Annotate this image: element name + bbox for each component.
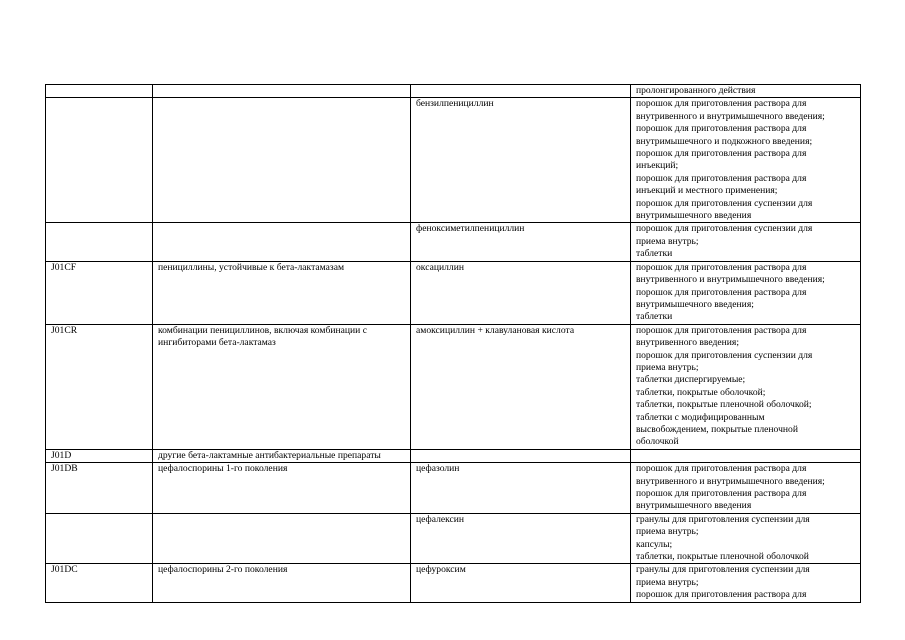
drug-name-cell bbox=[411, 261, 631, 324]
dosage-form-line: таблетки с модифицированным bbox=[636, 411, 765, 423]
dosage-form-line: порошок для приготовления суспензии для bbox=[636, 197, 813, 209]
atc-code-cell-text: J01DC bbox=[51, 564, 78, 576]
dosage-forms-cell bbox=[631, 223, 861, 261]
table-row bbox=[46, 98, 861, 223]
table-row bbox=[46, 261, 861, 324]
dosage-forms-cell bbox=[631, 513, 861, 564]
atc-code-cell bbox=[46, 463, 153, 514]
atc-code-cell-text: J01CR bbox=[51, 324, 78, 336]
dosage-form-line: порошок для приготовления раствора для bbox=[636, 463, 807, 475]
group-name-cell-text: цефалоспорины 2-го поколения bbox=[158, 564, 288, 576]
drug-table bbox=[45, 84, 861, 603]
atc-code-cell bbox=[46, 513, 153, 564]
group-name-cell bbox=[153, 513, 411, 564]
dosage-form-line: оболочкой bbox=[636, 436, 679, 448]
dosage-form-line: внутривенного введения; bbox=[636, 337, 740, 349]
dosage-form-line: приема внутрь; bbox=[636, 526, 699, 538]
table-row bbox=[46, 223, 861, 261]
dosage-form-line: порошок для приготовления раствора для bbox=[636, 286, 807, 298]
dosage-form-line: внутримышечного введения bbox=[636, 210, 752, 222]
drug-name-cell bbox=[411, 85, 631, 98]
dosage-form-line: порошок для приготовления раствора для bbox=[636, 172, 807, 184]
drug-name-cell-text: феноксиметилпенициллин bbox=[416, 223, 525, 235]
dosage-forms-cell bbox=[631, 564, 861, 602]
table-row bbox=[46, 463, 861, 514]
drug-name-cell bbox=[411, 513, 631, 564]
group-name-cell bbox=[153, 463, 411, 514]
dosage-form-line: инъекций и местного применения; bbox=[636, 185, 778, 197]
table-row bbox=[46, 449, 861, 462]
dosage-form-line: внутривенного и внутримышечного введения; bbox=[636, 274, 825, 286]
dosage-form-line: внутримышечного введения; bbox=[636, 298, 754, 310]
dosage-form-line: таблетки, покрытые пленочной оболочкой; bbox=[636, 399, 812, 411]
dosage-form-line: высвобождением, покрытые пленочной bbox=[636, 423, 798, 435]
atc-code-cell bbox=[46, 223, 153, 261]
dosage-form-line: внутримышечного введения bbox=[636, 500, 752, 512]
dosage-form-line: приема внутрь; bbox=[636, 576, 699, 588]
dosage-form-line: гранулы для приготовления суспензии для bbox=[636, 564, 810, 576]
group-name-cell bbox=[153, 324, 411, 449]
dosage-forms-cell bbox=[631, 85, 861, 98]
dosage-form-line: порошок для приготовления раствора для bbox=[636, 98, 807, 110]
group-name-cell bbox=[153, 449, 411, 462]
group-name-cell bbox=[153, 98, 411, 223]
drug-name-cell bbox=[411, 449, 631, 462]
dosage-form-line: гранулы для приготовления суспензии для bbox=[636, 513, 810, 525]
drug-name-cell-text: цефуроксим bbox=[416, 564, 466, 576]
group-name-cell bbox=[153, 564, 411, 602]
drug-name-cell bbox=[411, 463, 631, 514]
group-name-cell bbox=[153, 85, 411, 98]
dosage-forms-cell bbox=[631, 463, 861, 514]
table-row bbox=[46, 324, 861, 449]
atc-code-cell bbox=[46, 449, 153, 462]
dosage-form-line: порошок для приготовления раствора для bbox=[636, 488, 807, 499]
atc-code-cell bbox=[46, 98, 153, 223]
dosage-forms-cell bbox=[631, 261, 861, 324]
dosage-form-line: приема внутрь; bbox=[636, 235, 699, 247]
dosage-form-line: внутривенного и внутримышечного введения; bbox=[636, 475, 825, 487]
drug-name-cell-text: цефазолин bbox=[416, 463, 460, 475]
atc-code-cell bbox=[46, 324, 153, 449]
table-row bbox=[46, 513, 861, 564]
drug-name-cell-text: цефалексин bbox=[416, 513, 465, 525]
group-name-cell-text: цефалоспорины 1-го поколения bbox=[158, 463, 288, 475]
group-name-cell-text: комбинации пенициллинов, включая комбинации с ингибиторами бета-лактамаз bbox=[158, 324, 367, 349]
atc-code-cell-text: J01CF bbox=[51, 261, 77, 273]
dosage-form-line: порошок для приготовления раствора для bbox=[636, 261, 807, 273]
group-name-cell-text: другие бета-лактамные антибактериальные препараты bbox=[158, 449, 381, 461]
group-name-cell bbox=[153, 261, 411, 324]
drug-name-cell-text: оксациллин bbox=[416, 261, 464, 273]
dosage-form-line: таблетки bbox=[636, 311, 673, 323]
dosage-forms-cell bbox=[631, 98, 861, 223]
dosage-form-line: порошок для приготовления раствора для bbox=[636, 148, 807, 160]
table-row bbox=[46, 85, 861, 98]
table-row bbox=[46, 564, 861, 602]
table-body bbox=[46, 85, 861, 603]
dosage-form-line: таблетки, покрытые оболочкой; bbox=[636, 386, 766, 398]
dosage-form-line: порошок для приготовления суспензии для bbox=[636, 223, 813, 235]
drug-name-cell-text: бензилпенициллин bbox=[416, 98, 494, 110]
atc-code-cell-text: J01D bbox=[51, 449, 72, 461]
dosage-forms-cell bbox=[631, 324, 861, 449]
drug-name-cell-text: амоксициллин + клавулановая кислота bbox=[416, 324, 575, 336]
dosage-form-line: инъекций; bbox=[636, 160, 679, 172]
dosage-form-line: порошок для приготовления раствора для bbox=[636, 324, 807, 336]
dosage-form-line: капсулы; bbox=[636, 538, 673, 550]
dosage-form-line: таблетки диспергируемые; bbox=[636, 374, 746, 386]
atc-code-cell-text: J01DB bbox=[51, 463, 78, 475]
dosage-form-line: пролонгированного действия bbox=[636, 85, 756, 96]
dosage-forms-cell bbox=[631, 449, 861, 462]
dosage-form-line: приема внутрь; bbox=[636, 361, 699, 373]
dosage-form-line: порошок для приготовления раствора для bbox=[636, 589, 807, 601]
drug-name-cell bbox=[411, 223, 631, 261]
dosage-form-line: порошок для приготовления раствора для bbox=[636, 123, 807, 135]
drug-name-cell bbox=[411, 98, 631, 223]
drug-name-cell bbox=[411, 324, 631, 449]
dosage-form-line: таблетки, покрытые пленочной оболочкой bbox=[636, 551, 809, 563]
group-name-cell-text: пенициллины, устойчивые к бета-лактамазам bbox=[158, 261, 345, 273]
dosage-form-line: порошок для приготовления суспензии для bbox=[636, 349, 813, 361]
dosage-form-line: таблетки bbox=[636, 248, 673, 260]
dosage-form-line: внутривенного и внутримышечного введения; bbox=[636, 110, 825, 122]
dosage-form-line: внутримышечного и подкожного введения; bbox=[636, 135, 813, 147]
atc-code-cell bbox=[46, 261, 153, 324]
drug-name-cell bbox=[411, 564, 631, 602]
group-name-cell bbox=[153, 223, 411, 261]
atc-code-cell bbox=[46, 564, 153, 602]
atc-code-cell bbox=[46, 85, 153, 98]
